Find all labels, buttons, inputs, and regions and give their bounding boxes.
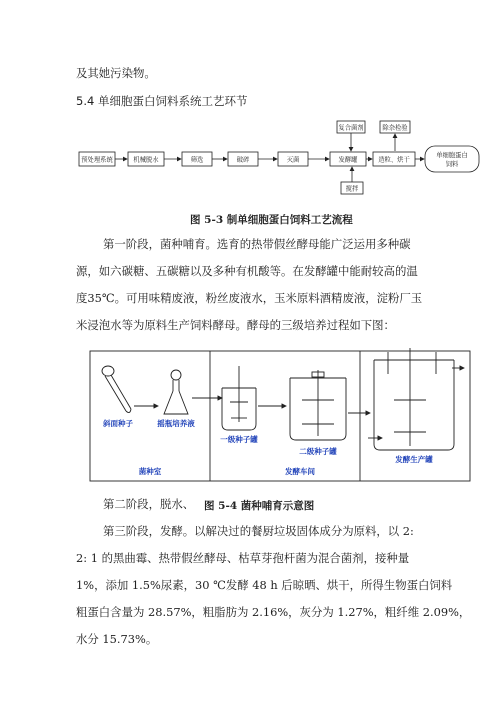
flow-label-granulate: 造粒、烘干 [378, 156, 410, 164]
production-fermenter-icon [368, 348, 464, 450]
flow-box-product [425, 146, 479, 172]
flow-label-dewater: 机械脱水 [133, 156, 159, 164]
label-culture-room: 菌种室 [138, 467, 162, 476]
flow-label-inspection: 除杂检验 [382, 124, 408, 132]
label-first-seed-tank: 一级种子罐 [220, 435, 258, 444]
para1-line-4: 米浸泡水等为原料生产饲料酵母。酵母的三级培养过程如下图： [76, 318, 395, 332]
first-seed-tank-icon [222, 366, 256, 430]
flow-label-product-1: 单细胞蛋白 [436, 152, 468, 159]
top-line: 及其她污染物。 [76, 66, 156, 80]
label-shake-flask: 摇瓶培养液 [157, 419, 195, 428]
para1-line-3: 度35℃。可用味精废液，粉丝废液水，玉米原料酒精废液，淀粉厂玉 [76, 291, 423, 305]
label-production-fermenter: 发酵生产罐 [395, 455, 433, 464]
flow-label-sterilize: 灭菌 [286, 156, 300, 164]
para2-line-5: 水分 15.73%。 [76, 632, 158, 646]
label-fermentation-workshop: 发酵车间 [285, 467, 315, 476]
stage2-text: 第二阶段，脱水、 [103, 497, 195, 511]
flow-label-pretreat: 预处理系统 [81, 156, 113, 164]
flow-label-mixed-culture: 复合菌剂 [338, 124, 364, 132]
label-second-seed-tank: 二级种子罐 [299, 447, 337, 456]
figure-5-3-caption: 图 5-3 制单细胞蛋白饲料工艺流程 [190, 214, 353, 226]
para2-line-1: 第三阶段，发酵。以解决过的餐厨垃圾固体成分为原料，以 2: [103, 524, 414, 538]
para1-line-1: 第一阶段，菌种哺育。选育的热带假丝酵母能广泛运用多种碳 [103, 237, 411, 251]
para2-line-3: 1%，添加 1.5%尿素，30 ℃发酵 48 h 后晾晒、烘干，所得生物蛋白饲料 [76, 578, 453, 592]
para1-line-2: 源，如六碳糖、五碳糖以及多种有机酸等。在发酵罐中能耐较高的温 [76, 264, 418, 278]
second-seed-tank-icon [290, 370, 346, 440]
flow-label-fermenter: 发酵罐 [338, 156, 358, 164]
culture-propagation-diagram [0, 338, 500, 488]
flow-label-product-2: 饲料 [445, 161, 459, 168]
shake-flask-icon [164, 370, 188, 414]
flow-label-crush: 破碎 [236, 156, 250, 164]
flow-label-stir: 搅拌 [345, 185, 359, 193]
process-flow-diagram [0, 115, 500, 205]
section-heading: 5.4 单细胞蛋白饲料系统工艺环节 [76, 94, 248, 108]
figure-5-4-caption: 图 5-4 菌种哺育示意图 [204, 500, 315, 512]
slant-tube-icon [102, 366, 131, 413]
para2-line-2: 2: 1 的黑曲霉、热带假丝酵母、枯草芽孢杆菌为混合菌剂，接种量 [76, 551, 410, 565]
label-slant-seed: 斜面种子 [103, 419, 133, 428]
para2-line-4: 粗蛋白含量为 28.57%，粗脂肪为 2.16%，灰分为 1.27%，粗纤维 2.09%， [76, 605, 471, 619]
flow-label-screen: 筛选 [190, 156, 204, 164]
